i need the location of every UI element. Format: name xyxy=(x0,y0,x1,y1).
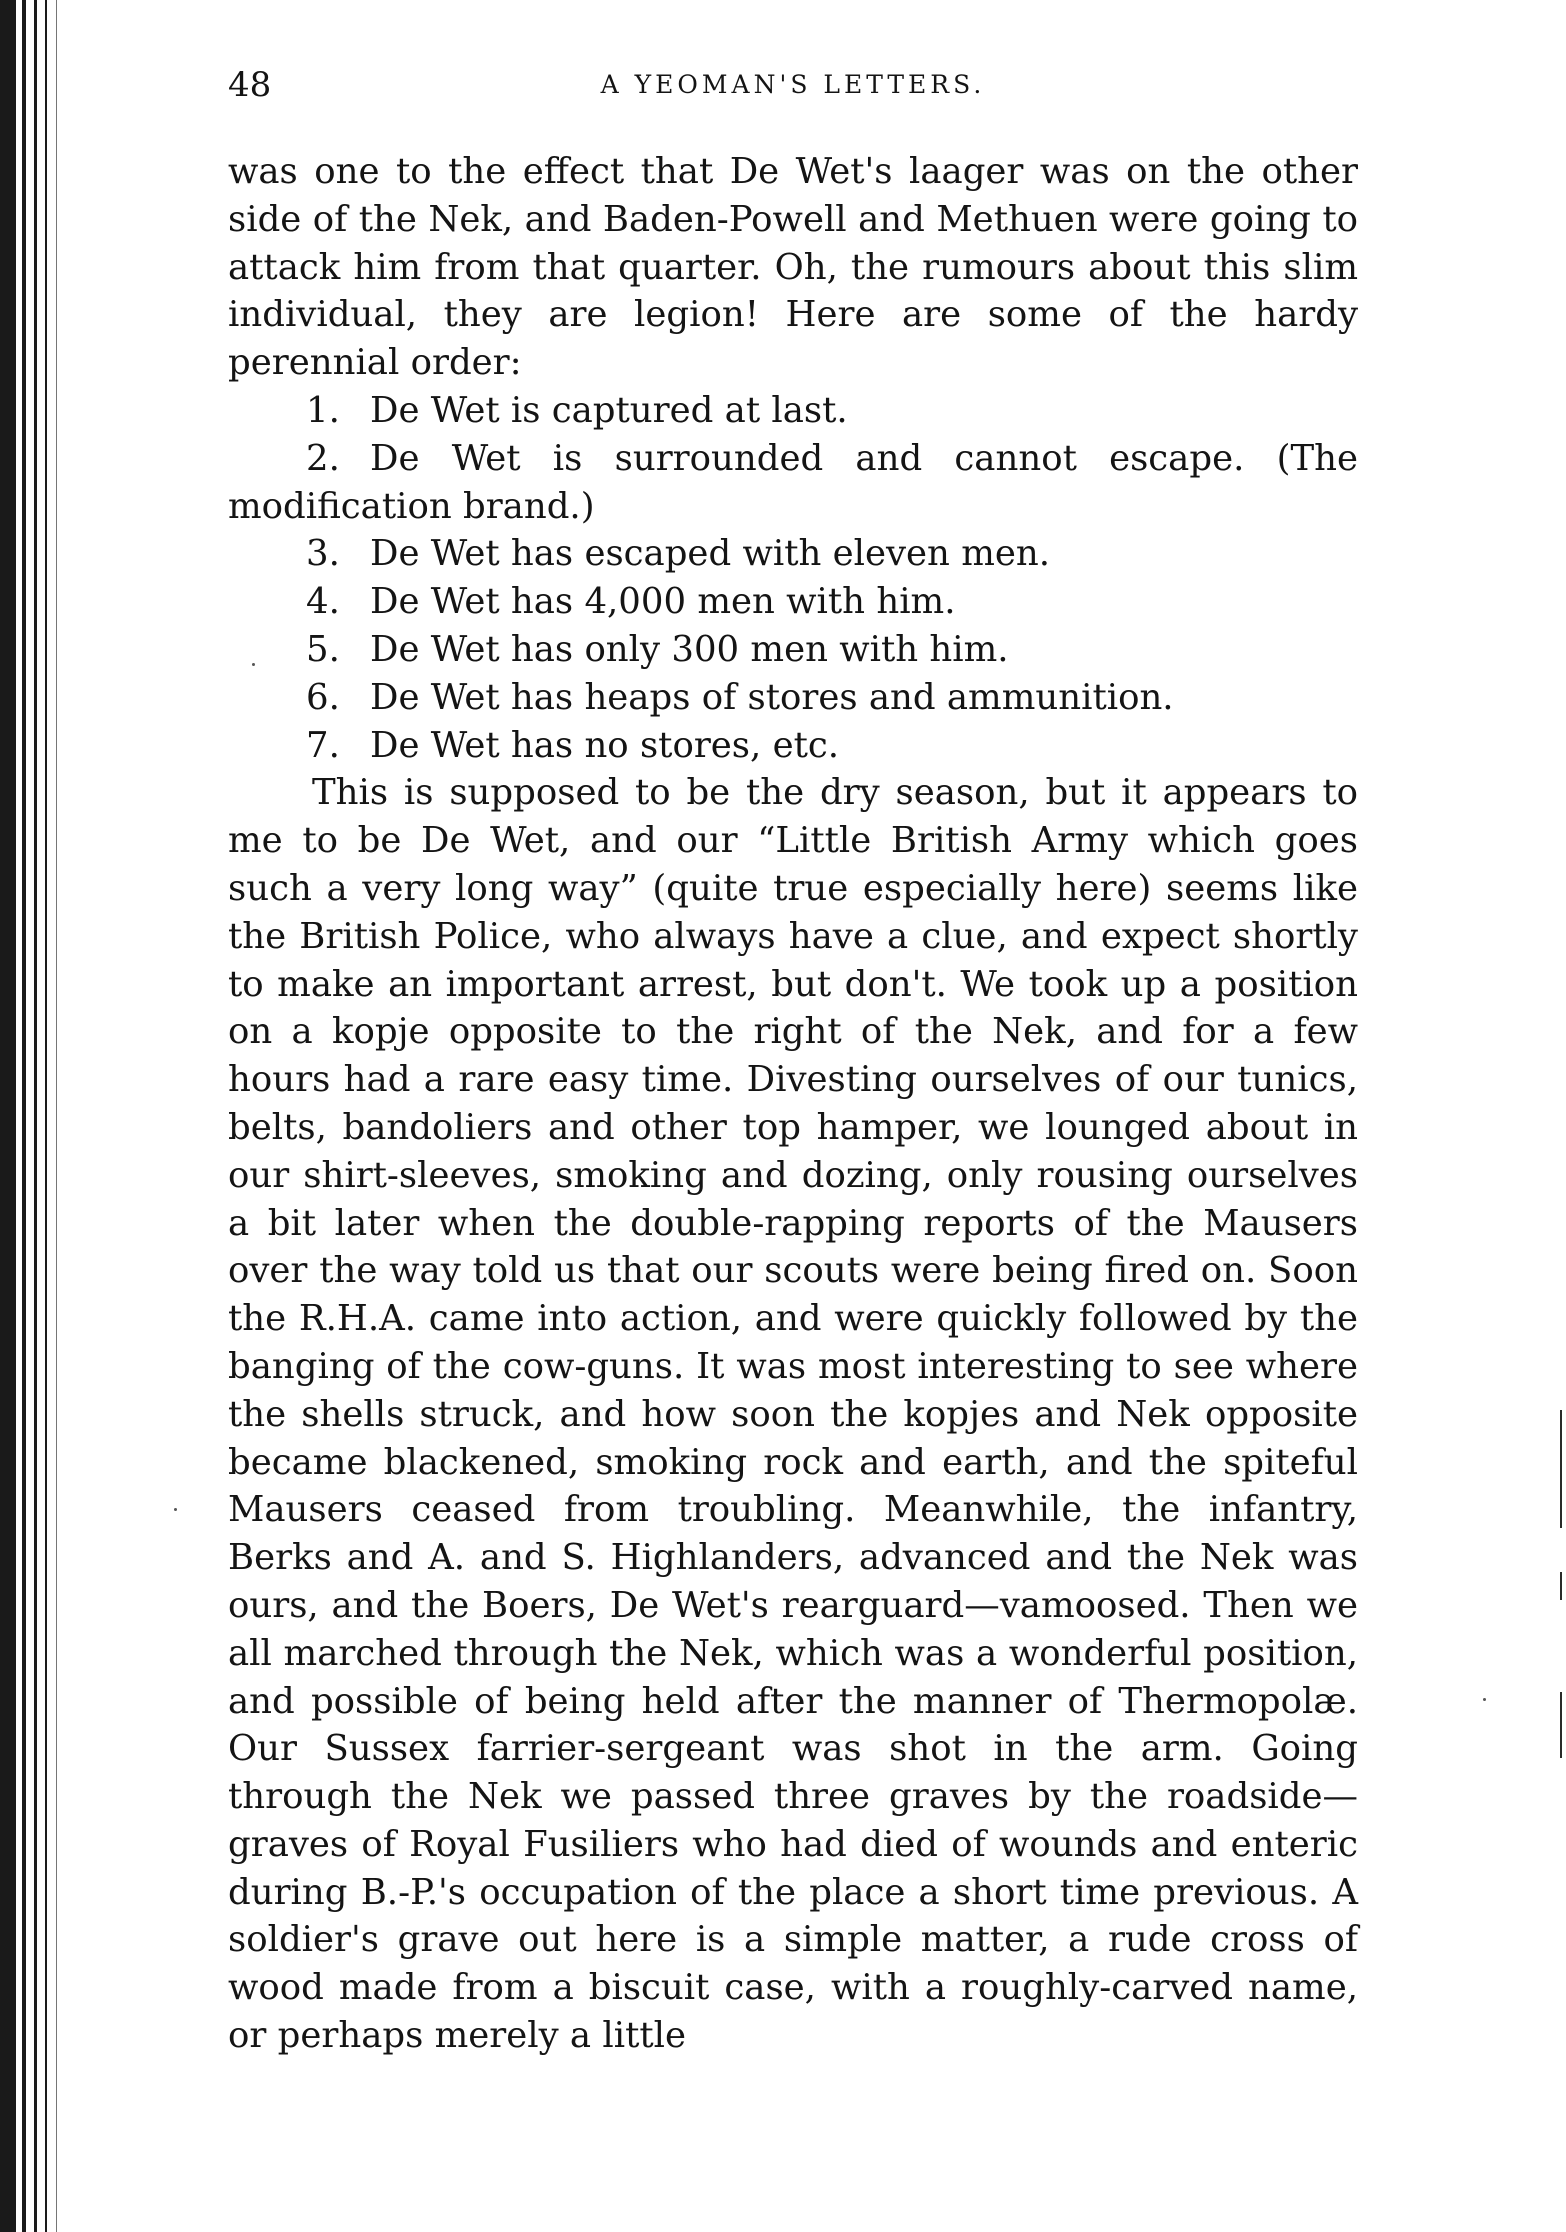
list-item-text: De Wet has no stores, etc. xyxy=(370,724,840,766)
page-header xyxy=(228,60,1358,110)
binding-line xyxy=(22,0,26,2232)
list-item xyxy=(228,722,1358,770)
list-item-number: 2. xyxy=(306,437,340,479)
margin-mark xyxy=(1560,1572,1562,1600)
list-item-number: 3. xyxy=(306,533,340,575)
list-item xyxy=(228,435,1358,531)
list-item-text: De Wet has 4,000 men with him. xyxy=(370,581,956,623)
running-title: A YEOMAN'S LETTERS. xyxy=(600,70,986,99)
list-item-text: De Wet is surrounded and cannot escape. (The modification brand.) xyxy=(228,437,1358,527)
list-item-number: 7. xyxy=(306,724,340,766)
rumour-list xyxy=(228,387,1358,769)
list-item-number: 1. xyxy=(306,389,340,431)
binding-line xyxy=(45,0,47,2232)
list-item-text: De Wet has heaps of stores and ammunition. xyxy=(370,676,1174,718)
main-paragraph: This is supposed to be the dry season, but it appears to me to be De Wet, and our “Little British Army which goes such a very long way” (quite true especially here) seems like the British Police, who always have a clue, and expect shortly to make an important arrest, but don't. We took up a position on a kopje opposite to the right of the Nek, and for a few hours had a rare easy time. Divesting ourselves of our tunics, belts, bandoliers and other top hamper, we lounged about in our shirt-sleeves, smoking and dozing, only rousing ourselves a bit later when the double-rapping reports of the Mausers over the way told us that our scouts were being fired on. Soon the R.H.A. came into action, and were quickly followed by the banging of the cow-guns. It was most interesting to see where the shells struck, and how soon the kopjes and Nek opposite became blackened, smoking rock and earth, and the spiteful Mausers ceased from troubling. Meanwhile, the infantry, Berks and A. and S. Highlanders, advanced and the Nek was ours, and the Boers, De Wet's rearguard—vamoosed. Then we all marched through the Nek, which was a wonderful position, and possible of being held after the manner of Thermopolæ. Our Sussex farrier-sergeant was shot in the arm. Going through the Nek we passed three graves by the roadside—graves of Royal Fusiliers who had died of wounds and enteric during B.-P.'s occupation of the place a short time previous. A soldier's grave out here is a simple matter, a rude cross of wood made from a biscuit case, with a roughly-carved name, or perhaps merely a little xyxy=(228,772,1358,2057)
binding-line xyxy=(34,0,37,2232)
list-item-number: 6. xyxy=(306,676,340,718)
list-item xyxy=(228,626,1358,674)
intro-paragraph: was one to the effect that De Wet's laager was on the other side of the Nek, and Baden-Powell and Methuen were going to attack him from that quarter. Oh, the rumours about this slim individual, they are legion! Here are some of the hardy perennial order: xyxy=(228,151,1358,384)
ink-speck xyxy=(252,663,255,666)
list-item-text: De Wet is captured at last. xyxy=(370,389,848,431)
ink-speck xyxy=(174,1508,177,1511)
page-body xyxy=(228,148,1358,2060)
list-item-number: 5. xyxy=(306,628,340,670)
binding-line xyxy=(56,0,57,2232)
list-item xyxy=(228,387,1358,435)
list-item-number: 4. xyxy=(306,581,340,623)
list-item xyxy=(228,530,1358,578)
margin-mark xyxy=(1560,1692,1562,1758)
page-number: 48 xyxy=(228,65,272,105)
list-item-text: De Wet has only 300 men with him. xyxy=(370,628,1009,670)
margin-mark xyxy=(1560,1410,1562,1528)
ink-speck xyxy=(1483,1698,1486,1701)
binding-edge xyxy=(0,0,16,2232)
list-item-text: De Wet has escaped with eleven men. xyxy=(370,533,1051,575)
list-item xyxy=(228,578,1358,626)
list-item xyxy=(228,674,1358,722)
